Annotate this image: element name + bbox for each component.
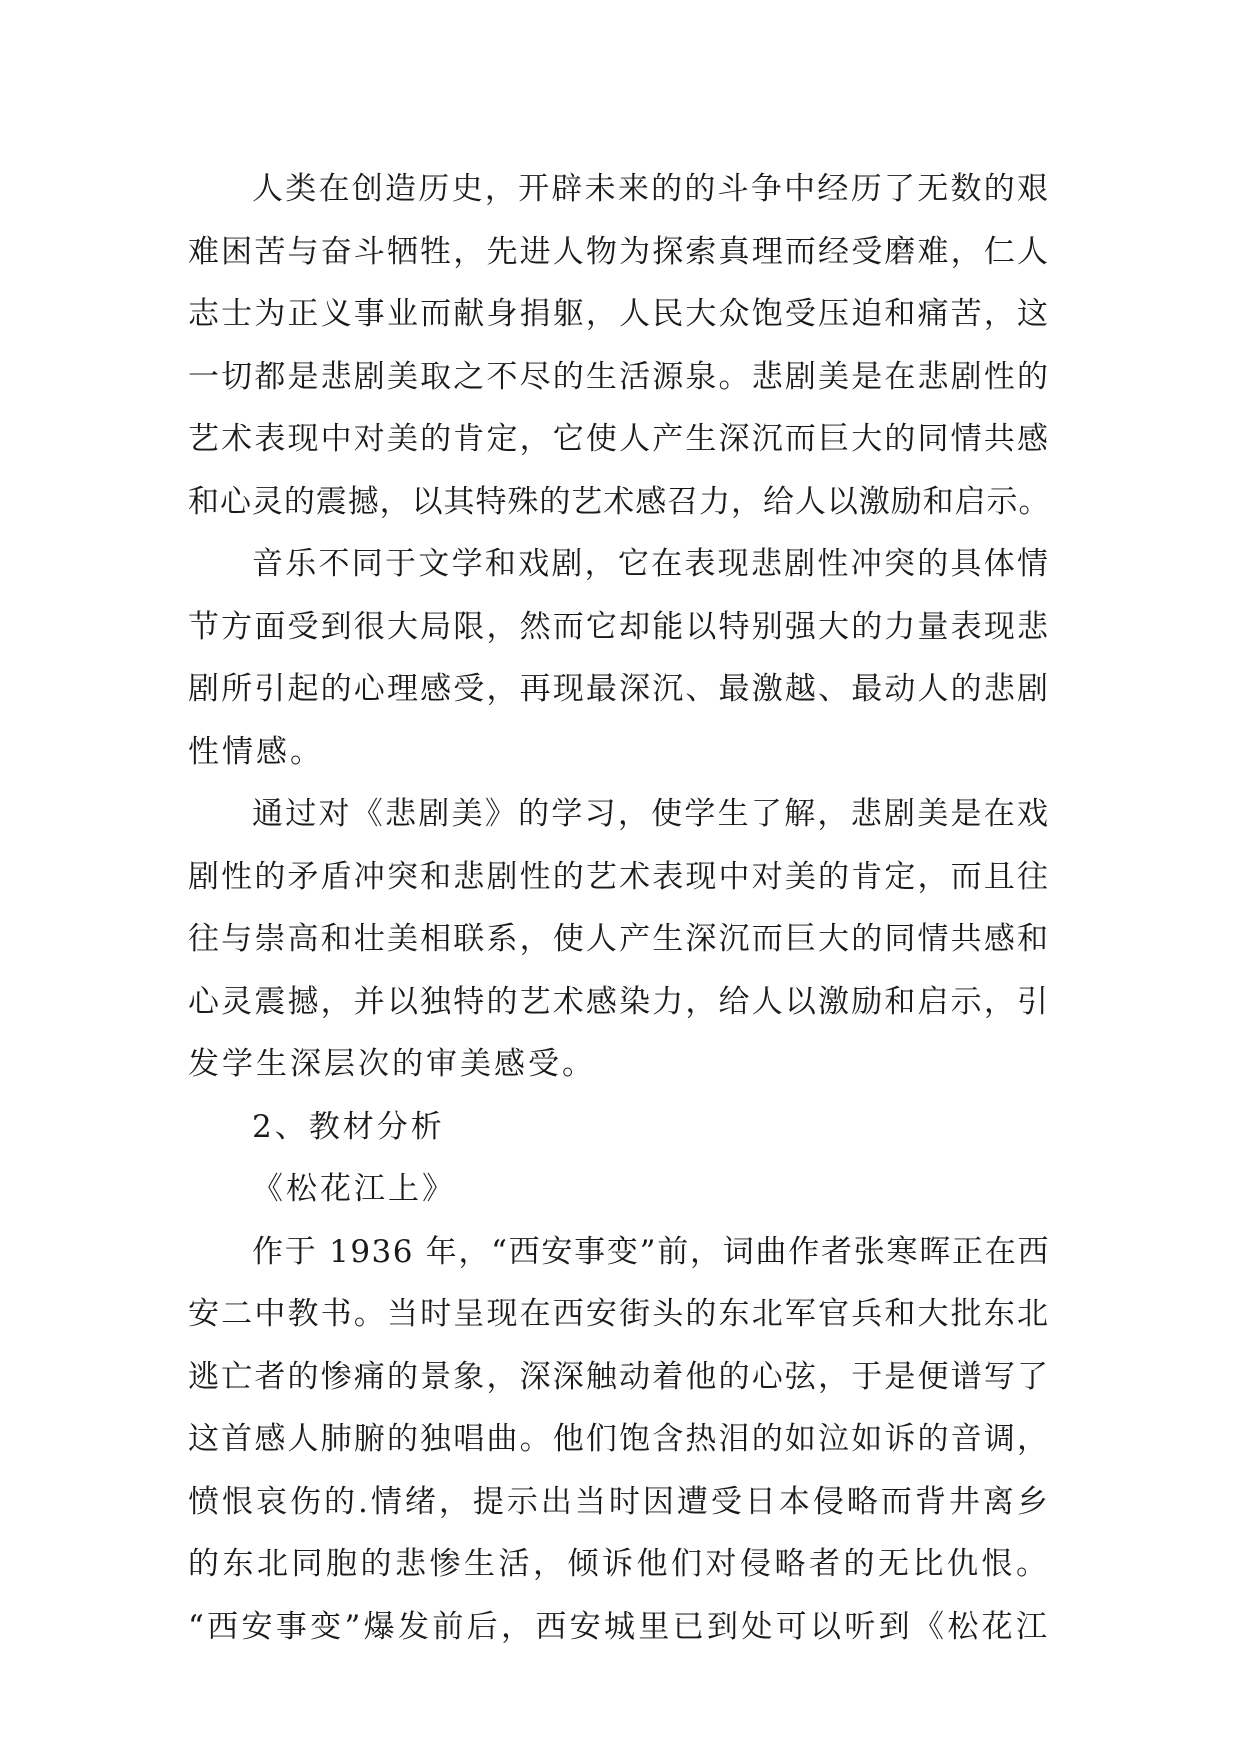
text-line: 性情感。 bbox=[188, 733, 324, 770]
text-line: 艺术表现中对美的肯定，它使人产生深沉而巨大的同情共感 bbox=[188, 421, 1050, 457]
text-line: 往与崇高和壮美相联系，使人产生深沉而巨大的同情共感和 bbox=[188, 921, 1050, 957]
text-line: 安二中教书。当时呈现在西安街头的东北军官兵和大批东北 bbox=[188, 1296, 1050, 1332]
text-line: 心灵震撼，并以独特的艺术感染力，给人以激励和启示，引 bbox=[188, 983, 1050, 1020]
text-line: 人类在创造历史，开辟未来的的斗争中经历了无数的艰 bbox=[252, 171, 1050, 207]
text-line: 一切都是悲剧美取之不尽的生活源泉。悲剧美是在悲剧性的 bbox=[188, 358, 1050, 395]
text-line: 的东北同胞的悲惨生活，倾诉他们对侵略者的无比仇恨。 bbox=[188, 1546, 1050, 1582]
text-line: 《松花江上》 bbox=[252, 1171, 456, 1207]
text-line: 和心灵的震撼，以其特殊的艺术感召力，给人以激励和启示。 bbox=[188, 483, 1050, 520]
text-line: 发学生深层次的审美感受。 bbox=[188, 1046, 596, 1082]
document-body bbox=[188, 158, 1050, 1658]
text-line: 音乐不同于文学和戏剧，它在表现悲剧性冲突的具体情 bbox=[252, 546, 1050, 582]
text-line: 剧所引起的心理感受，再现最深沉、最激越、最动人的悲剧 bbox=[188, 671, 1050, 707]
text-line: 剧性的矛盾冲突和悲剧性的艺术表现中对美的肯定，而且往 bbox=[188, 858, 1050, 895]
text-line: 志士为正义事业而献身捐躯，人民大众饱受压迫和痛苦，这 bbox=[188, 296, 1050, 332]
text-line: 通过对《悲剧美》的学习，使学生了解，悲剧美是在戏 bbox=[252, 796, 1050, 832]
text-line: 这首感人肺腑的独唱曲。他们饱含热泪的如泣如诉的音调， bbox=[188, 1421, 1050, 1457]
text-line: 愤恨哀伤的.情绪，提示出当时因遭受日本侵略而背井离乡 bbox=[188, 1483, 1051, 1520]
text-line: 节方面受到很大局限，然而它却能以特别强大的力量表现悲 bbox=[188, 608, 1050, 645]
text-line: 难困苦与奋斗牺牲，先进人物为探索真理而经受磨难，仁人 bbox=[188, 233, 1050, 270]
text-line: 逃亡者的惨痛的景象，深深触动着他的心弦，于是便谱写了 bbox=[188, 1358, 1050, 1395]
text-line: 2、教材分析 bbox=[252, 1108, 445, 1145]
text-line: 作于 1936 年，“西安事变”前，词曲作者张寒晖正在西 bbox=[252, 1233, 1050, 1270]
text-line: “西安事变”爆发前后，西安城里已到处可以听到《松花江 bbox=[188, 1608, 1050, 1645]
